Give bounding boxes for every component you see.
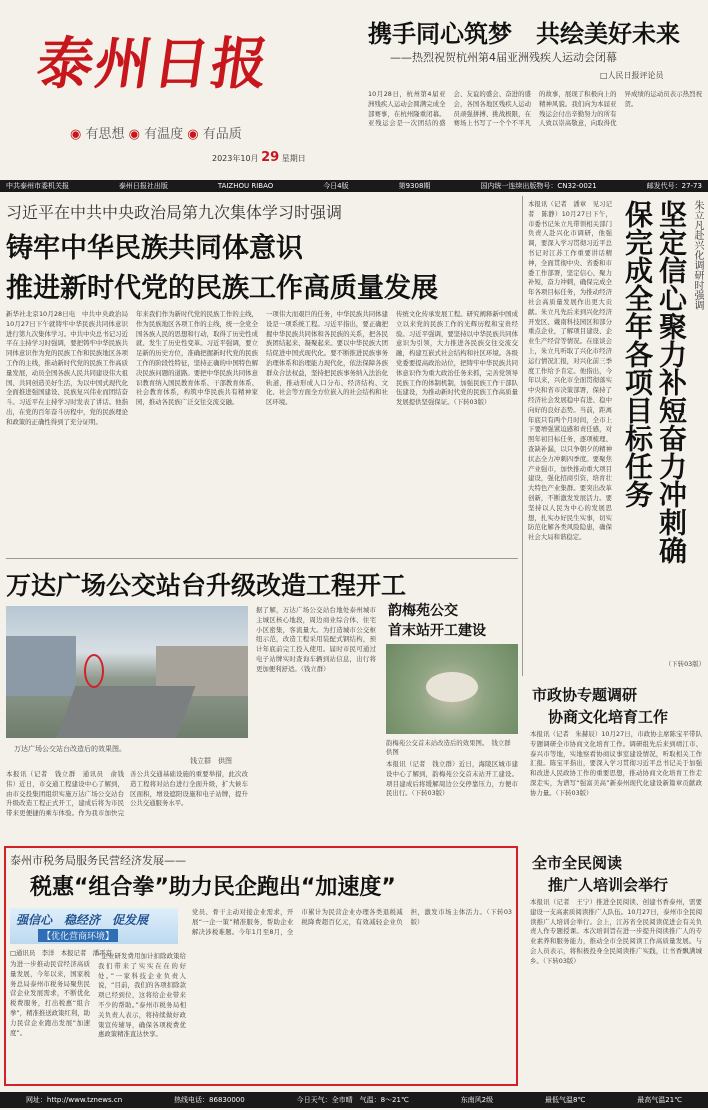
slogan-1: 有思想 — [85, 127, 125, 142]
road-shape — [57, 686, 196, 738]
header-item: 邮发代号：27-73 — [646, 182, 702, 190]
divider — [6, 558, 518, 559]
wanda-photo-credit: 钱立群 供图 — [190, 757, 232, 765]
wanda-side-photo — [386, 644, 518, 734]
wanda-side-headline-2: 首末站开工建设 — [388, 623, 486, 639]
lead-body — [6, 310, 518, 550]
wanda-photo — [6, 606, 248, 738]
tax-body-2: “企业研发费用加计扣除政策给我们带来了实实在在的好处。”一家科技企业负责人说，“目前，我们的各项扣除款项已经到位，这将给企业带来不少的帮助。”泰州市税务局相关负责人表示，将持续做好政策宣传辅导，确保各项税费优惠政策精准直达快享。 — [98, 952, 186, 1039]
header-bar — [0, 180, 708, 192]
footer-item: 东南风2级 — [460, 1096, 494, 1104]
lead-kicker: 习近平在中共中央政治局第九次集体学习时强调 — [6, 203, 343, 222]
slogan-row — [70, 123, 242, 142]
lead-body-col: 一项伟大而艰巨的任务，中华民族共同体建设是一项系统工程。习近平指出，要正确把握中华民族共同体和各民族的关系，把各民族团结起来、凝聚起来。要以中华民族大团结促进中国式现代化。要不断推进民族事务治理体系和治理能力现代化，依法保障各族群众合法权益，坚持把民族事务纳入法治化轨道，推动形成人口分布、经济结构、文化、社会等方面全方位嵌入的社会结构和社区环境。 — [266, 310, 388, 407]
slogan-2: 有温度 — [144, 127, 184, 142]
top-headline: 携手同心筑梦 共绘美好未来 — [368, 20, 680, 48]
consult-headline-2: 协商文化培育工作 — [548, 708, 669, 726]
footer-bar — [0, 1092, 708, 1108]
tax-banner-tag: 【优化营商环境】 — [38, 929, 118, 942]
tax-body-1: 为进一步推动民营经济高质量发展，今年以来，国家税务总局泰州市税务局聚焦民营企业发展需求，不断优化税费服务，打出税惠“组合拳”，精准推送政策红利，助力民营企业跑出发展“加速度”。 — [10, 960, 90, 1037]
top-subhead: ——热烈祝贺杭州第4届亚洲残疾人运动会闭幕 — [390, 51, 617, 64]
header-item: 今日4版 — [323, 182, 349, 190]
station-roof-shape — [426, 672, 478, 702]
wanda-side-caption: 韵梅苑公交首末站改造后的效果图。 钱立群 供图 — [386, 739, 518, 756]
header-item: 泰州日报社出版 — [118, 182, 168, 190]
consult-body: 本报讯（记者 朱赫辰）10月27日，市政协主席陈宝平带队专题调研全市协商文化培育工作。调研组先后来到靖江市、泰兴市等地，实地察看协商议事室建设情况，听取相关工作汇报。陈宝平指出，要深入学习贯彻习近平总书记关于加强和改进人民政协工作的重要思想，推动协商文化培育工作走深走实，为谱写“强富美高”新泰州现代化建设新篇章贡献政协力量。（下转03版） — [530, 730, 702, 797]
slogan-icon: ◉ — [187, 127, 199, 142]
column-divider — [522, 196, 523, 676]
header-item: 国内统一连续出版物号：CN32-0021 — [480, 182, 597, 190]
header-item: TAIZHOU RIBAO — [217, 182, 274, 190]
top-article-body: 10月28日，杭州第4届亚洲残疾人运动会圆满完成全部赛事，在杭州隆重闭幕。亚残运会是一次团结的盛会、友谊的盛会、奋进的盛会，各国各地区残疾人运动员顽强拼搏、挑战极限，在赛场上书写了一个个不平凡的故事，展现了积极向上的精神风貌。我们向为本届亚残运会付出辛勤努力的所有人致以崇高敬意，向取得优异成绩的运动员表示热烈祝贺。 — [368, 90, 702, 128]
tax-body-3: 党员、骨干主动对接企业需求，开展“一企一策”精准服务，帮助企业解决涉税难题。今年1月至8月，全市累计为民营企业办理各类退税减税降费超百亿元，有效减轻企业负担，激发市场主体活力。（下转03版） — [192, 908, 512, 936]
consult-headline-1: 市政协专题调研 — [532, 686, 638, 704]
highlight-circle — [84, 654, 104, 688]
right-headline: 坚定信心聚力补短奋力冲刺确保完成全年各项目标任务 — [621, 200, 688, 564]
wanda-headline: 万达广场公交站台升级改造工程开工 — [6, 571, 407, 600]
lead-headline-1: 铸牢中华民族共同体意识 — [6, 233, 303, 264]
tax-feature-frame — [4, 846, 518, 1086]
lead-body-col: 年来我们作为新时代党的民族工作的主线，作为民族地区各项工作的主线，统一全党全国各族人民的思想和行动，取得了历史性成就、发生了历史性变革。习近平强调，要立足新的历史方位，准确把握新时代党的民族工作的阶段性特征，坚持正确的中国特色解决民族问题的道路。要把中华民族共同体意识教育纳入国民教育体系、干部教育体系、社会教育体系，构筑中华民族共有精神家园，推动各民族广泛交往交流交融。 — [136, 310, 258, 407]
tax-kicker: 泰州市税务局服务民营经济发展—— — [10, 854, 186, 867]
masthead — [0, 0, 708, 178]
header-item: 第9308期 — [398, 182, 431, 190]
date-label: 2023年10月 — [212, 154, 259, 163]
top-credit: □人民日报评论员 — [600, 71, 664, 80]
tax-banner-line: 强信心 稳经济 促发展 — [16, 913, 149, 927]
wanda-body-2: 据了解，万达广场公交站台地处泰州城市主城区核心地段，周边商业综合体、住宅小区密集，客流量大。为打造城市公交枢纽示范，改造工程采用装配式钢结构，预计年底前完工投入使用。届时市民可通过电子站牌实时查询车辆到站信息，出行将更加便利舒适。（钱立群） — [256, 606, 376, 673]
footer-item: 最低气温8℃ — [545, 1096, 586, 1104]
reading-headline-2: 推广人培训会举行 — [548, 876, 669, 894]
lead-body-col: 传统文化传承发展工程。研究阐释新中国成立以来党的民族工作的光辉历程和宝贵经验。习近平强调，要坚持以中华民族共同体意识为引领，大力推进各民族交往交流交融，构建互嵌式社会结构和社区环境。各级党委要提高政治站位，把铸牢中华民族共同体意识作为重大政治任务来抓，完善党领导民族工作的体制机制，加强民族工作干部队伍建设，为推动新时代党的民族工作高质量发展提供坚强保证。（下转03版） — [396, 310, 518, 407]
tax-banner — [10, 908, 178, 944]
tax-credit: □通讯员 李洋 本报记者 潘平京 — [10, 949, 112, 957]
lead-headline-2: 推进新时代党的民族工作高质量发展 — [6, 273, 438, 304]
issue-date — [212, 150, 306, 165]
date-day: 29 — [261, 150, 280, 165]
wanda-side-body: 本报讯（记者 钱立群）近日，海陵区城市建设中心了解到，韵梅苑公交首末站开工建设。项目建成后将缓解周边公交停靠压力，方便市民出行。（下转03版） — [386, 760, 518, 798]
reading-headline-1: 全市全民阅读 — [532, 854, 623, 872]
tax-headline: 税惠“组合拳”助力民企跑出“加速度” — [30, 875, 396, 900]
newspaper-logo: 泰州日报 — [32, 31, 275, 97]
date-weekday: 星期日 — [281, 154, 306, 163]
slogan-icon: ◉ — [70, 127, 82, 142]
header-item: 中共泰州市委机关报 — [6, 182, 69, 190]
footer-item: 热线电话：86830000 — [174, 1096, 245, 1104]
wanda-body: 本报讯（记者 钱立群 通讯员 俞钱伟）近日，市交通工程建设中心了解到，由市交投集团组织实施万达广场公交站台升级改造工程正式开工，建成后将为市民带来更便捷的乘车体验。作为我市加快完善公共交通基础设施的重要举措，此次改造工程将对站台进行全面升级，扩大候车区面积，增设遮阳设施和电子站牌，提升公共交通服务水平。 — [6, 770, 248, 818]
slogan-icon: ◉ — [128, 127, 140, 142]
wanda-side-headline-1: 韵梅苑公交 — [388, 603, 458, 619]
right-body-continue: （下转03版） — [664, 660, 705, 668]
right-body: 本报讯（记者 潘章 见习记者 陈静）10月27日下午，市委书记朱立凡带领相关部门负责人赴兴化市调研，他强调，要深入学习贯彻习近平总书记对江苏工作重要讲话精神，全面贯彻中央、省委和市委工作部署，坚定信心、聚力补短，奋力冲刺，确保完成全年各项目标任务，为推动经济社会高质量发展作出更大贡献。朱立凡先后来到兴化经济开发区、戴南科技园区和部分重点企业，了解项目建设、企业生产经营等情况。在座谈会上，朱立凡听取了兴化市经济运行情况汇报，对兴化前三季度工作给予肯定。他指出，今年以来，兴化市全面贯彻落实中央和省市决策部署，保持了经济社会发展稳中有进、稳中向好的良好态势。当前，距离年底只有两个月时间，全市上下要增强紧迫感和责任感，对照年初目标任务，逐项梳理、查缺补漏，以只争朝夕的精神状态全力冲刺四季度。要聚焦产业强市，加快推动重大项目建设，强化招商引资，培育壮大特色产业集群。要突出改革创新，不断激发发展活力。要坚持以人民为中心的发展思想，扎实办好民生实事，切实防范化解各类风险隐患，确保社会大局和谐稳定。 — [528, 200, 612, 542]
footer-item: 最高气温21℃ — [637, 1096, 683, 1104]
wanda-photo-caption: 万达广场公交站台改造后的效果图。 — [14, 745, 126, 753]
footer-item: 网址：http://www.tznews.cn — [25, 1096, 123, 1104]
footer-item: 今日天气：全市晴 气温：8～21℃ — [296, 1096, 409, 1104]
right-vert-kicker: 朱立凡赴兴化调研时强调 — [692, 200, 703, 310]
lead-body-col: 新华社北京10月28日电 中共中央政治局10月27日下午就铸牢中华民族共同体意识进行第九次集体学习。中共中央总书记习近平在主持学习时强调，要把铸牢中华民族共同体意识作为党的民族工作和民族地区各项工作的主线，推动新时代党的民族工作高质量发展，动员全国各族人民共同建设伟大祖国、共同创造美好生活，为以中国式现代化全面推进强国建设、民族复兴伟业而团结奋斗。习近平在主持学习时发表了讲话。他指出，在党的百年奋斗历程中，党的民族理论和政策的正确性得到了充分证明。 — [6, 310, 128, 426]
reading-body: 本报讯（记者 王宁）推进全民阅读、创建书香泰州，需要建设一支高素质阅读推广人队伍。10月27日，泰州市全民阅读推广人培训会举行。会上，江苏省全民阅读促进会有关负责人作专题授课。本次培训旨在进一步提升阅读推广人的专业素养和服务能力，推动全市全民阅读工作高质量发展。与会人员表示，将积极投身全民阅读推广实践，让书香飘满城乡。（下转03版） — [530, 898, 702, 965]
slogan-3: 有品质 — [202, 127, 242, 142]
building-shape — [6, 636, 76, 696]
